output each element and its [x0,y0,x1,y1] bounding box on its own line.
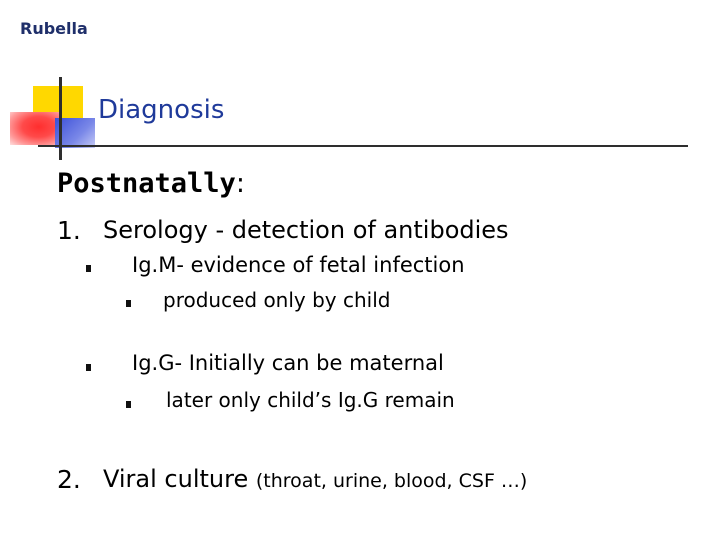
bullet-icon [126,401,131,408]
bullet-icon [86,265,91,272]
list-item-viral-culture-note: (throat, urine, blood, CSF …) [255,470,528,492]
slide-logo-decoration [0,0,720,170]
corner-label: Rubella [20,19,88,38]
list-item-serology: Serology - detection of antibodies [103,216,509,244]
section-heading-colon: : [235,168,245,199]
list-number-1: 1. [57,216,81,245]
section-heading [57,168,245,199]
slide-title: Diagnosis [98,95,225,125]
sub-item-igg: Ig.G- Initially can be maternal [132,351,444,375]
list-number-2: 2. [57,465,81,494]
vertical-rule [59,77,62,160]
bullet-icon [86,364,91,371]
bullet-icon [126,300,131,307]
sub-item-igm: Ig.M- evidence of fetal infection [132,253,465,277]
list-item-viral-culture-text: Viral culture [103,465,249,493]
sub-detail-igm: produced only by child [163,288,391,312]
list-item-viral-culture [103,465,527,493]
section-heading-text: Postnatally [57,168,236,199]
sub-detail-igg: later only child’s Ig.G remain [166,388,455,412]
horizontal-rule [38,145,688,147]
